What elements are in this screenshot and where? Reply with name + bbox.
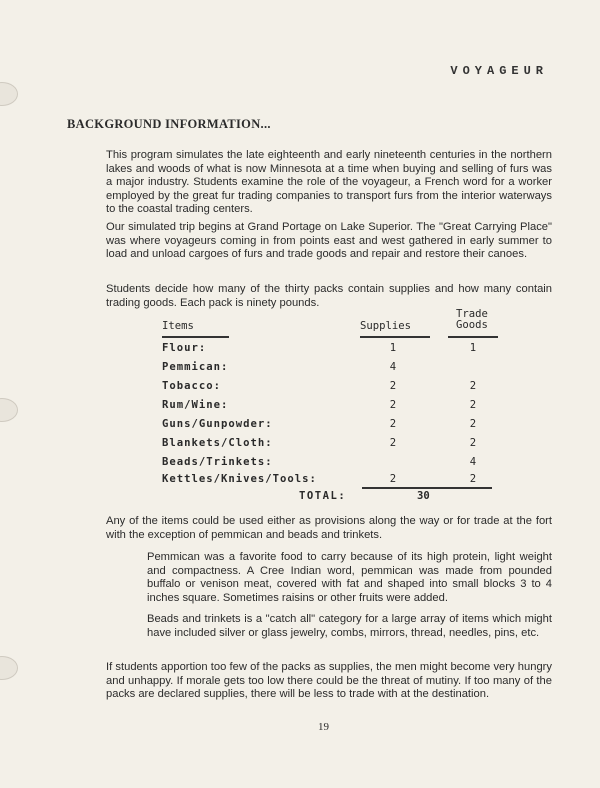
table-row <box>162 361 502 375</box>
page-header: VOYAGEUR <box>450 64 548 78</box>
trade-value: 4 <box>469 456 477 468</box>
item-name: Kettles/Knives/Tools: <box>162 473 317 485</box>
supplies-value: 4 <box>389 361 397 373</box>
table-row <box>162 418 502 432</box>
paragraph-grand-portage: Our simulated trip begins at Grand Portage on Lake Superior. The "Great Carrying Place" was where voyageurs coming in from points east and west gathered in early summer to load and unload cargoes of furs and trade goods and repair and restore their canoes. <box>106 221 552 261</box>
punch-hole <box>0 398 18 422</box>
table-row <box>162 399 502 413</box>
column-header-supplies: Supplies <box>360 320 412 332</box>
table-row <box>162 456 502 470</box>
trade-value: 2 <box>469 399 477 411</box>
item-name: Guns/Gunpowder: <box>162 418 273 430</box>
section-heading: BACKGROUND INFORMATION... <box>67 117 271 131</box>
trade-value: 2 <box>469 418 477 430</box>
item-name: Pemmican: <box>162 361 229 373</box>
supplies-value: 2 <box>389 473 397 485</box>
paragraph-beads-trinkets: Beads and trinkets is a "catch all" category for a large array of items which might have included silver or glass jewelry, combs, mirrors, thread, needles, pins, etc. <box>147 613 552 639</box>
column-header-trade-line1: Trade <box>456 308 488 320</box>
trade-value: 1 <box>469 342 477 354</box>
item-name: Blankets/Cloth: <box>162 437 273 449</box>
punch-hole <box>0 656 18 680</box>
item-name: Tobacco: <box>162 380 222 392</box>
table-row <box>162 473 502 487</box>
trade-value: 2 <box>469 380 477 392</box>
table-row <box>162 342 502 356</box>
table-row <box>162 437 502 451</box>
column-header-trade-line2: Goods <box>456 319 488 331</box>
supplies-value: 2 <box>389 418 397 430</box>
punch-hole <box>0 82 18 106</box>
header-underline <box>162 336 229 338</box>
supplies-value: 2 <box>389 399 397 411</box>
item-name: Flour: <box>162 342 207 354</box>
supplies-value: 2 <box>389 380 397 392</box>
trade-value: 2 <box>469 437 477 449</box>
supplies-value: 2 <box>389 437 397 449</box>
paragraph-provisions: Any of the items could be used either as provisions along the way or for trade at the fort with the exception of pemmican and beads and trinkets. <box>106 515 552 541</box>
paragraph-apportion: If students apportion too few of the packs as supplies, the men might become very hungry and unhappy. If morale gets too low there could be the threat of mutiny. If too many of the packs are declared supplies, there will be less to trade with at the destination. <box>106 661 552 701</box>
column-header-items: Items <box>162 320 194 332</box>
total-value: 30 <box>417 490 430 502</box>
item-name: Rum/Wine: <box>162 399 229 411</box>
total-label: TOTAL: <box>299 490 347 502</box>
table-row <box>162 380 502 394</box>
paragraph-pemmican: Pemmican was a favorite food to carry because of its high protein, light weight and compactness. A Cree Indian word, pemmican was made from pounded buffalo or venison meat, covered with fat and shaped into small blocks 3 to 4 inches square. Sometimes raisins or other fruits were added. <box>147 551 552 604</box>
item-name: Beads/Trinkets: <box>162 456 273 468</box>
page-number: 19 <box>318 721 329 733</box>
header-underline <box>360 336 430 338</box>
paragraph-intro: This program simulates the late eighteenth and early nineteenth centuries in the northern lakes and woods of what is now Minnesota at a time when buying and selling of furs was a major industry. Students examine the role of the voyageur, a French word for a worker employed by the great fur trading companies to transport furs from the interior waterways to the coastal trading centers. <box>106 149 552 216</box>
total-rule <box>362 487 492 489</box>
trade-value: 2 <box>469 473 477 485</box>
supplies-value: 1 <box>389 342 397 354</box>
paragraph-packs: Students decide how many of the thirty packs contain supplies and how many contain trading goods. Each pack is ninety pounds. <box>106 283 552 309</box>
header-underline <box>448 336 498 338</box>
column-header-trade-goods <box>447 309 497 331</box>
